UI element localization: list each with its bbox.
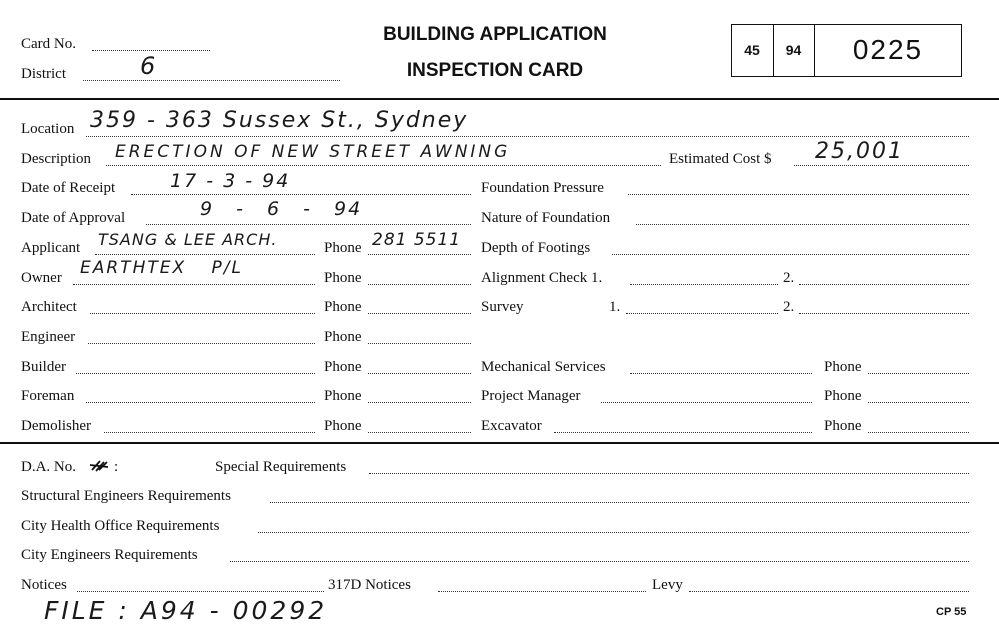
project-manager-label: Project Manager: [481, 388, 581, 404]
description-value: ERECTION OF NEW STREET AWNING: [115, 142, 511, 162]
project-manager-phone-label: Phone: [824, 388, 862, 404]
alignment-check-1-field[interactable]: [630, 284, 778, 285]
depth-footings-field[interactable]: [612, 254, 969, 255]
levy-label: Levy: [652, 577, 683, 593]
location-label: Location: [21, 121, 75, 137]
location-value: 359 - 363 Sussex St., Sydney: [90, 108, 469, 133]
foreman-phone-field[interactable]: [368, 402, 471, 403]
demolisher-phone-field[interactable]: [368, 432, 471, 433]
applicant-label: Applicant: [21, 240, 81, 256]
structural-engineers-field[interactable]: [270, 502, 969, 503]
notices-label: Notices: [21, 577, 67, 593]
foreman-label: Foreman: [21, 388, 75, 404]
project-manager-field[interactable]: [601, 402, 812, 403]
notices-field[interactable]: [77, 591, 324, 592]
excavator-phone-label: Phone: [824, 418, 862, 434]
estimated-cost-value: 25,001: [815, 139, 904, 164]
form-title-line2: INSPECTION CARD: [406, 60, 584, 81]
card-no-label: Card No.: [21, 36, 76, 52]
owner-phone-field[interactable]: [368, 284, 471, 285]
special-requirements-label: Special Requirements: [215, 459, 347, 475]
special-requirements-field[interactable]: [369, 473, 969, 474]
da-no-scribble: [86, 455, 126, 477]
builder-phone-field[interactable]: [368, 373, 471, 374]
engineer-phone-field[interactable]: [368, 343, 471, 344]
ref-box-district: 45: [744, 42, 760, 58]
depth-footings-label: Depth of Footings: [481, 240, 591, 256]
estimated-cost-field[interactable]: [794, 165, 969, 166]
engineer-phone-label: Phone: [324, 329, 362, 345]
form-title-line1: BUILDING APPLICATION: [383, 24, 607, 45]
excavator-label: Excavator: [481, 418, 542, 434]
architect-phone-field[interactable]: [368, 313, 471, 314]
nature-foundation-field[interactable]: [636, 224, 969, 225]
da-no-label: D.A. No.: [21, 459, 76, 475]
notices-317d-field[interactable]: [438, 591, 646, 592]
mechanical-services-field[interactable]: [630, 373, 812, 374]
builder-field[interactable]: [76, 373, 315, 374]
foreman-phone-label: Phone: [324, 388, 362, 404]
owner-label: Owner: [21, 270, 62, 286]
applicant-phone-field[interactable]: [368, 254, 471, 255]
foundation-pressure-label: Foundation Pressure: [481, 180, 604, 196]
location-field[interactable]: [86, 136, 969, 137]
date-receipt-value: 17 - 3 - 94: [170, 170, 291, 192]
city-engineers-field[interactable]: [230, 561, 969, 562]
engineer-label: Engineer: [21, 329, 76, 345]
survey-1-field[interactable]: [626, 313, 778, 314]
applicant-value: TSANG & LEE ARCH.: [98, 230, 278, 249]
da-no-field[interactable]: [86, 455, 126, 477]
demolisher-phone-label: Phone: [324, 418, 362, 434]
date-receipt-field[interactable]: [131, 194, 471, 195]
structural-engineers-label: Structural Engineers Requirements: [21, 488, 231, 504]
description-field[interactable]: [106, 165, 661, 166]
alignment-check-2-label: 2.: [783, 270, 795, 286]
mechanical-services-label: Mechanical Services: [481, 359, 606, 375]
builder-phone-label: Phone: [324, 359, 362, 375]
foundation-pressure-field[interactable]: [628, 194, 969, 195]
demolisher-field[interactable]: [104, 432, 315, 433]
applicant-phone-label: Phone: [324, 240, 362, 256]
foreman-field[interactable]: [86, 402, 315, 403]
district-label: District: [21, 66, 66, 82]
excavator-field[interactable]: [554, 432, 812, 433]
project-manager-phone-field[interactable]: [868, 402, 969, 403]
architect-label: Architect: [21, 299, 77, 315]
district-field[interactable]: [83, 80, 340, 81]
header-divider: [0, 98, 999, 100]
ref-box-number: 0225: [852, 34, 924, 65]
date-approval-value: 9 - 6 - 94: [200, 198, 363, 220]
engineer-field[interactable]: [88, 343, 315, 344]
applicant-field[interactable]: [95, 254, 315, 255]
survey-2-label: 2.: [783, 299, 795, 315]
city-health-field[interactable]: [258, 532, 969, 533]
survey-1-label: 1.: [609, 299, 621, 315]
owner-phone-label: Phone: [324, 270, 362, 286]
notices-317d-label: 317D Notices: [328, 577, 411, 593]
nature-foundation-label: Nature of Foundation: [481, 210, 611, 226]
estimated-cost-label: Estimated Cost $: [669, 151, 772, 167]
architect-field[interactable]: [90, 313, 315, 314]
middle-divider: [0, 442, 999, 444]
description-label: Description: [21, 151, 91, 167]
architect-phone-label: Phone: [324, 299, 362, 315]
demolisher-label: Demolisher: [21, 418, 91, 434]
date-approval-label: Date of Approval: [21, 210, 126, 226]
ref-box-year: 94: [785, 42, 802, 58]
da-no-colon: :: [114, 459, 119, 475]
city-health-label: City Health Office Requirements: [21, 518, 220, 534]
owner-field[interactable]: [73, 284, 315, 285]
district-value: 6: [140, 52, 158, 80]
card-no-field[interactable]: [92, 50, 210, 51]
excavator-phone-field[interactable]: [868, 432, 969, 433]
file-note: FILE : A94 - 00292: [44, 596, 328, 625]
mechanical-phone-label: Phone: [824, 359, 862, 375]
survey-2-field[interactable]: [799, 313, 969, 314]
date-approval-field[interactable]: [146, 224, 471, 225]
survey-label: Survey: [481, 299, 524, 315]
owner-value: EARTHTEX P/L: [80, 258, 243, 278]
applicant-phone-value: 281 5511: [372, 230, 462, 250]
date-receipt-label: Date of Receipt: [21, 180, 116, 196]
mechanical-phone-field[interactable]: [868, 373, 969, 374]
city-engineers-label: City Engineers Requirements: [21, 547, 198, 563]
builder-label: Builder: [21, 359, 66, 375]
form-code: CP 55: [936, 606, 967, 618]
levy-field[interactable]: [689, 591, 969, 592]
alignment-check-label: Alignment Check 1.: [481, 270, 603, 286]
alignment-check-2-field[interactable]: [799, 284, 969, 285]
